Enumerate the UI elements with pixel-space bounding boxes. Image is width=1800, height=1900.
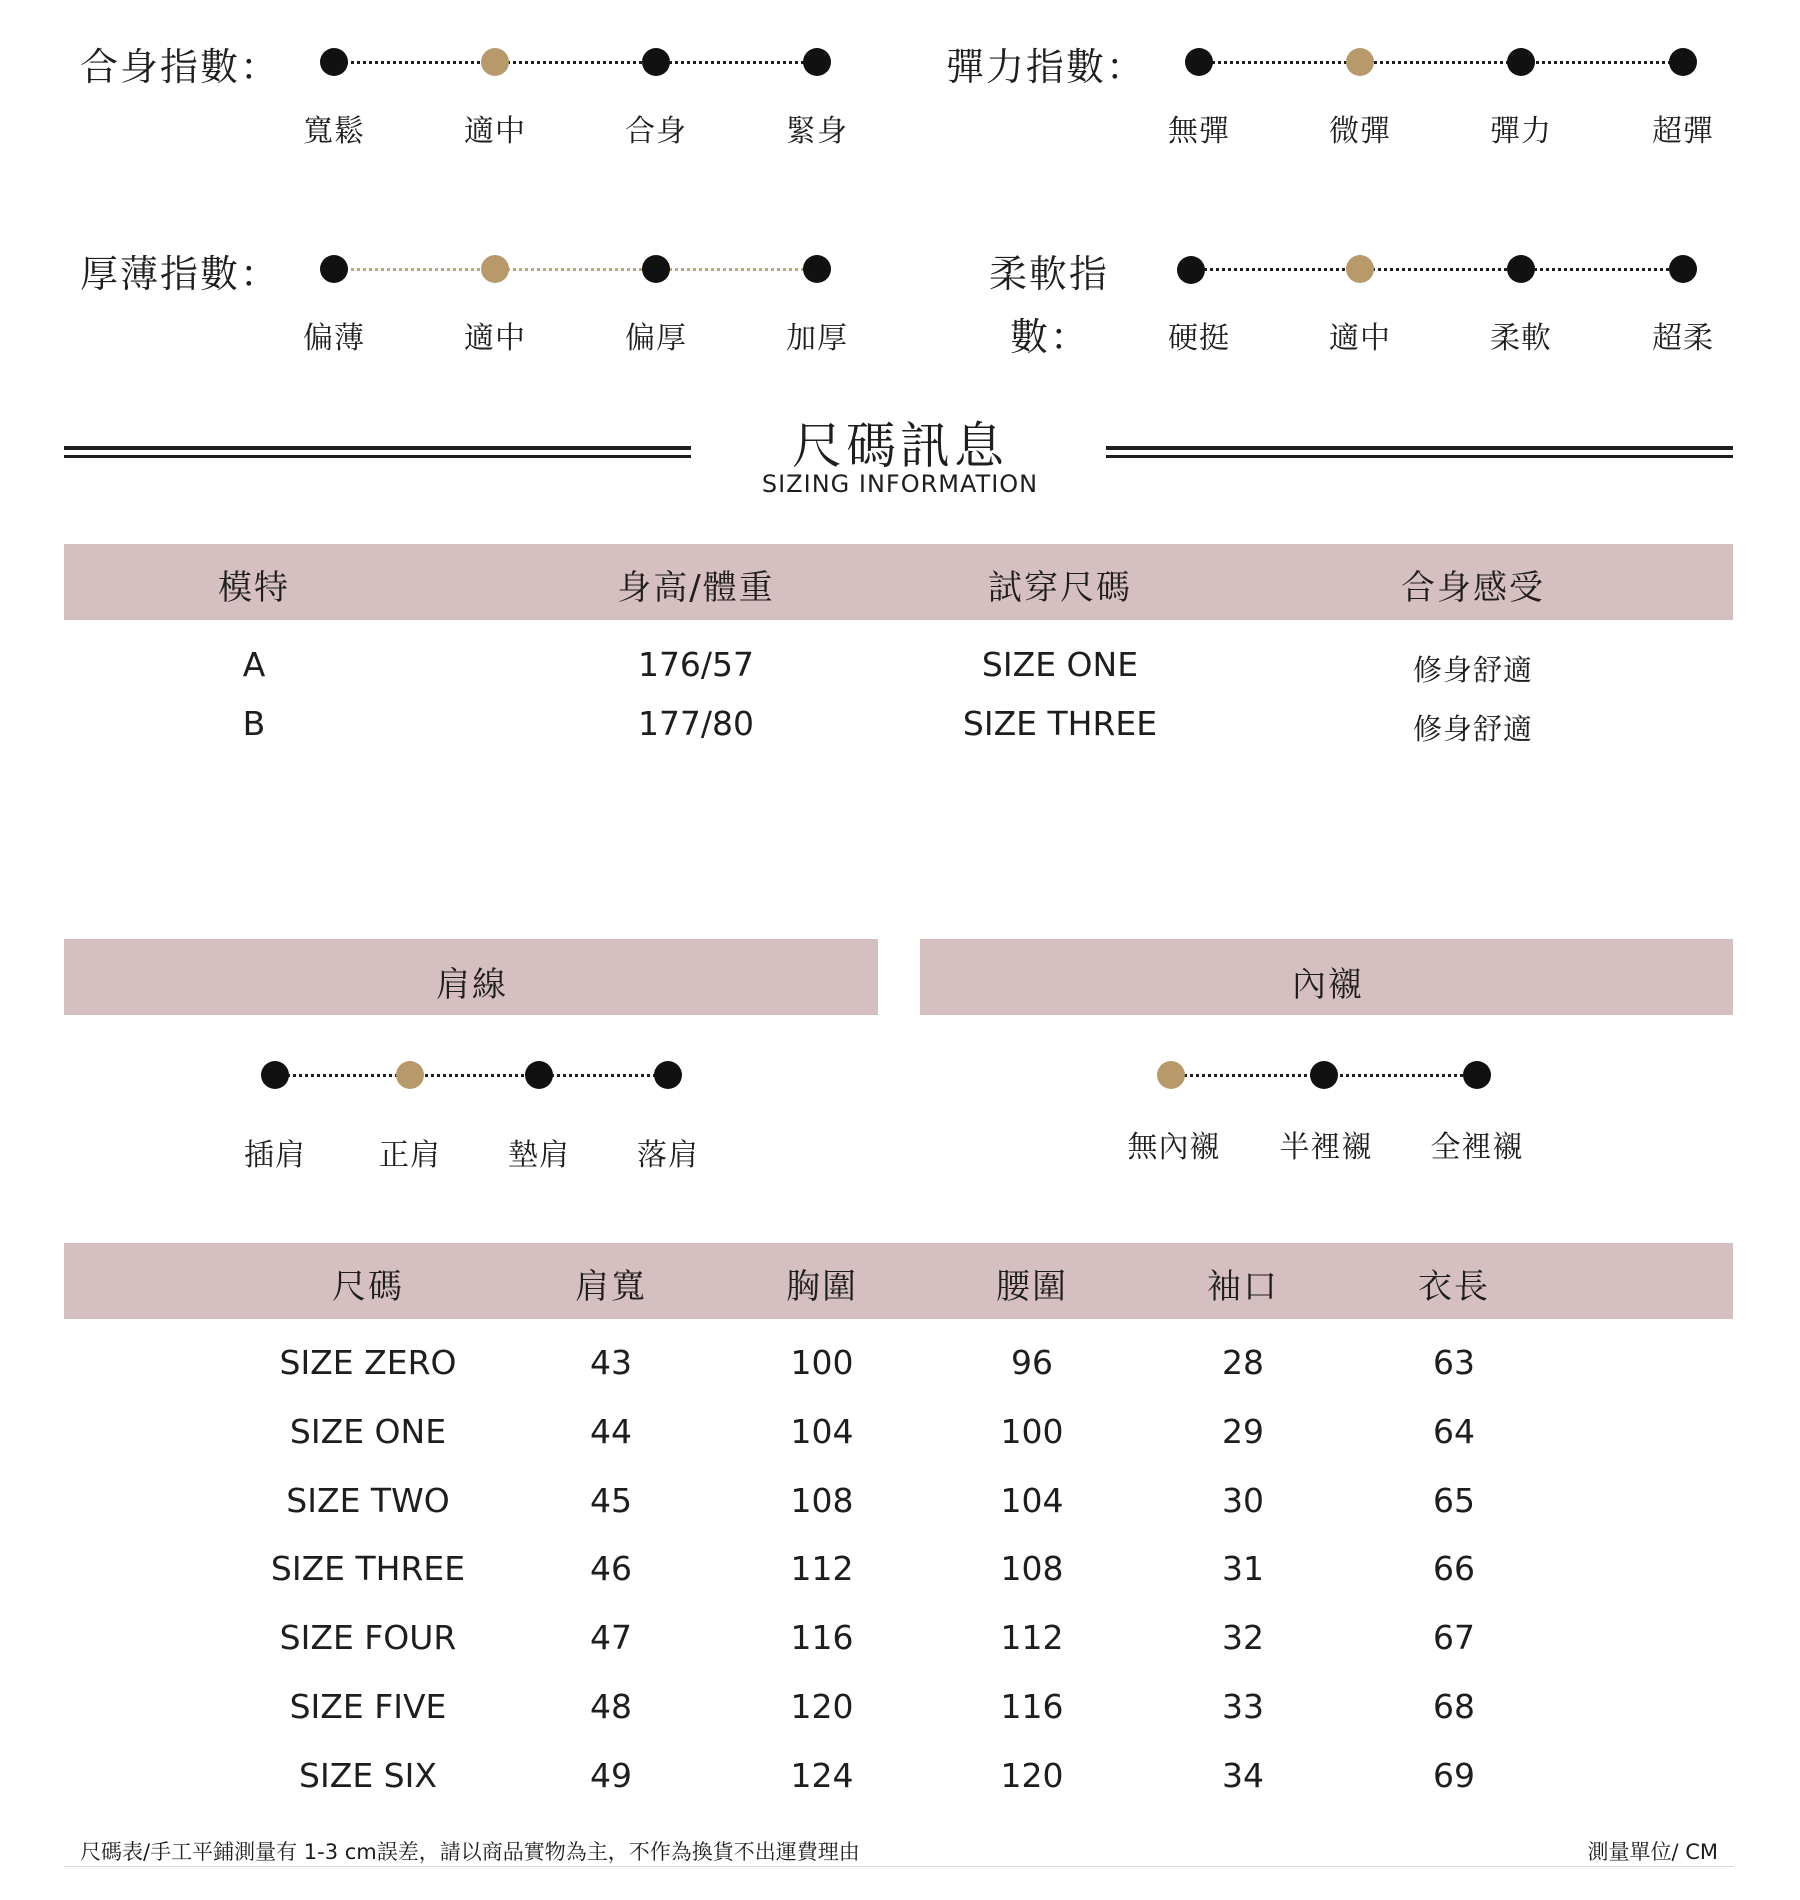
shoulder-option-3: 落肩 [637, 1138, 699, 1173]
size-cell-shoulder: 45 [590, 1481, 632, 1520]
softness-option-2: 柔軟 [1490, 321, 1552, 356]
size-cell-waist: 116 [1000, 1687, 1064, 1726]
size-cell-size: SIZE FOUR [279, 1618, 457, 1657]
shoulder-option-1: 正肩 [379, 1138, 441, 1173]
thickness-option-2: 偏厚 [625, 321, 687, 356]
thickness-option-0: 偏薄 [303, 321, 365, 356]
softness-dot-3 [1669, 255, 1697, 283]
model-cell-size: SIZE ONE [981, 645, 1139, 684]
size-cell-waist: 120 [1000, 1756, 1064, 1795]
size-header-waist: 腰圍 [996, 1267, 1068, 1307]
model-cell-name: B [242, 704, 266, 743]
size-cell-chest: 120 [790, 1687, 854, 1726]
size-cell-waist: 96 [1011, 1343, 1053, 1382]
shoulder-option-0: 插肩 [244, 1138, 306, 1173]
size-table-header [64, 1243, 1733, 1319]
elasticity-dot-2 [1507, 48, 1535, 76]
size-cell-shoulder: 48 [590, 1687, 632, 1726]
lining-dot-0 [1157, 1061, 1185, 1089]
size-cell-chest: 104 [790, 1412, 854, 1451]
softness-scale-label-line1: 柔軟指 [989, 252, 1110, 296]
model-cell-fit: 修身舒適 [1412, 653, 1534, 687]
lining-title: 內襯 [1292, 965, 1364, 1005]
lining-option-0: 無內襯 [1127, 1130, 1221, 1165]
fit-dot-0 [320, 48, 348, 76]
softness-dot-1 [1346, 255, 1374, 283]
fit-option-3: 緊身 [786, 114, 848, 149]
model-header-height-weight: 身高/體重 [617, 568, 775, 608]
lining-option-2: 全裡襯 [1430, 1130, 1524, 1165]
fit-dot-3 [803, 48, 831, 76]
thickness-option-1: 適中 [464, 321, 526, 356]
fit-dot-2 [642, 48, 670, 76]
model-table-header [64, 544, 1733, 620]
elasticity-scale-label: 彈力指數： [946, 45, 1147, 89]
softness-scale-track [1191, 268, 1683, 271]
model-cell-size: SIZE THREE [962, 704, 1158, 743]
size-cell-size: SIZE THREE [270, 1549, 466, 1588]
size-cell-cuff: 28 [1222, 1343, 1264, 1382]
softness-dot-2 [1507, 255, 1535, 283]
size-cell-chest: 108 [790, 1481, 854, 1520]
shoulder-option-2: 墊肩 [508, 1138, 570, 1173]
model-cell-height-weight: 176/57 [637, 645, 755, 684]
size-header-length: 衣長 [1418, 1267, 1490, 1307]
size-cell-size: SIZE TWO [286, 1481, 450, 1520]
size-cell-length: 66 [1433, 1549, 1475, 1588]
thickness-dot-0 [320, 255, 348, 283]
size-cell-size: SIZE SIX [299, 1756, 437, 1795]
fit-option-2: 合身 [625, 114, 687, 149]
size-cell-shoulder: 44 [590, 1412, 632, 1451]
lining-dot-1 [1310, 1061, 1338, 1089]
size-cell-shoulder: 46 [590, 1549, 632, 1588]
size-header-size: 尺碼 [332, 1267, 404, 1307]
measurement-unit: 測量單位/ CM [1587, 1840, 1718, 1864]
fit-scale-track [334, 61, 816, 64]
thickness-dot-2 [642, 255, 670, 283]
elasticity-option-3: 超彈 [1652, 114, 1714, 149]
model-cell-fit: 修身舒適 [1412, 712, 1534, 746]
model-header-fit-feel: 合身感受 [1401, 568, 1545, 608]
size-cell-length: 68 [1433, 1687, 1475, 1726]
size-cell-chest: 124 [790, 1756, 854, 1795]
shoulder-dot-0 [261, 1061, 289, 1089]
elasticity-dot-0 [1185, 48, 1213, 76]
elasticity-option-2: 彈力 [1490, 114, 1552, 149]
section-subtitle: SIZING INFORMATION [761, 470, 1039, 498]
size-cell-waist: 112 [1000, 1618, 1064, 1657]
size-cell-cuff: 34 [1222, 1756, 1264, 1795]
thickness-scale-label: 厚薄指數： [80, 252, 281, 296]
softness-option-1: 適中 [1329, 321, 1391, 356]
size-cell-cuff: 32 [1222, 1618, 1264, 1657]
thickness-scale-track [334, 268, 816, 271]
thickness-dot-3 [803, 255, 831, 283]
shoulder-dot-3 [654, 1061, 682, 1089]
size-cell-size: SIZE ZERO [279, 1343, 457, 1382]
model-header-trial-size: 試穿尺碼 [988, 568, 1132, 608]
size-cell-size: SIZE ONE [289, 1412, 447, 1451]
shoulder-scale-track [275, 1074, 668, 1077]
size-cell-cuff: 33 [1222, 1687, 1264, 1726]
thickness-option-3: 加厚 [786, 321, 848, 356]
size-cell-shoulder: 43 [590, 1343, 632, 1382]
size-cell-length: 64 [1433, 1412, 1475, 1451]
size-header-chest: 胸圍 [786, 1267, 858, 1307]
elasticity-option-1: 微彈 [1329, 114, 1391, 149]
fit-dot-1 [481, 48, 509, 76]
lining-option-1: 半裡襯 [1279, 1130, 1373, 1165]
size-cell-cuff: 31 [1222, 1549, 1264, 1588]
section-title: 尺碼訊息 [792, 417, 1008, 475]
size-cell-length: 67 [1433, 1618, 1475, 1657]
size-cell-shoulder: 49 [590, 1756, 632, 1795]
fit-scale-label: 合身指數： [80, 45, 281, 89]
shoulder-title: 肩線 [436, 965, 508, 1005]
size-cell-waist: 100 [1000, 1412, 1064, 1451]
elasticity-dot-3 [1669, 48, 1697, 76]
measurement-note: 尺碼表/手工平鋪測量有 1-3 cm誤差，請以商品實物為主，不作為換貨不出運費理由 [80, 1840, 860, 1864]
thickness-dot-1 [481, 255, 509, 283]
lining-header [920, 939, 1733, 1015]
size-cell-length: 65 [1433, 1481, 1475, 1520]
elasticity-scale-track [1199, 61, 1683, 64]
size-cell-chest: 100 [790, 1343, 854, 1382]
shoulder-dot-1 [396, 1061, 424, 1089]
shoulder-header [64, 939, 878, 1015]
model-cell-name: A [242, 645, 266, 684]
size-header-shoulder: 肩寬 [575, 1267, 647, 1307]
size-cell-cuff: 30 [1222, 1481, 1264, 1520]
size-cell-waist: 108 [1000, 1549, 1064, 1588]
softness-option-3: 超柔 [1652, 321, 1714, 356]
footer-divider [64, 1866, 1734, 1867]
size-cell-length: 63 [1433, 1343, 1475, 1382]
lining-dot-2 [1463, 1061, 1491, 1089]
size-cell-waist: 104 [1000, 1481, 1064, 1520]
model-header-model: 模特 [218, 568, 290, 608]
shoulder-dot-2 [525, 1061, 553, 1089]
size-cell-shoulder: 47 [590, 1618, 632, 1657]
model-cell-height-weight: 177/80 [637, 704, 755, 743]
size-cell-length: 69 [1433, 1756, 1475, 1795]
size-header-cuff: 袖口 [1207, 1267, 1279, 1307]
softness-dot-0 [1177, 256, 1205, 284]
size-cell-size: SIZE FIVE [289, 1687, 447, 1726]
softness-scale-label-line2: 數： [1010, 315, 1091, 359]
size-cell-chest: 116 [790, 1618, 854, 1657]
fit-option-0: 寬鬆 [303, 114, 365, 149]
size-cell-chest: 112 [790, 1549, 854, 1588]
softness-option-0: 硬挺 [1168, 321, 1230, 356]
elasticity-option-0: 無彈 [1168, 114, 1230, 149]
elasticity-dot-1 [1346, 48, 1374, 76]
fit-option-1: 適中 [464, 114, 526, 149]
size-cell-cuff: 29 [1222, 1412, 1264, 1451]
